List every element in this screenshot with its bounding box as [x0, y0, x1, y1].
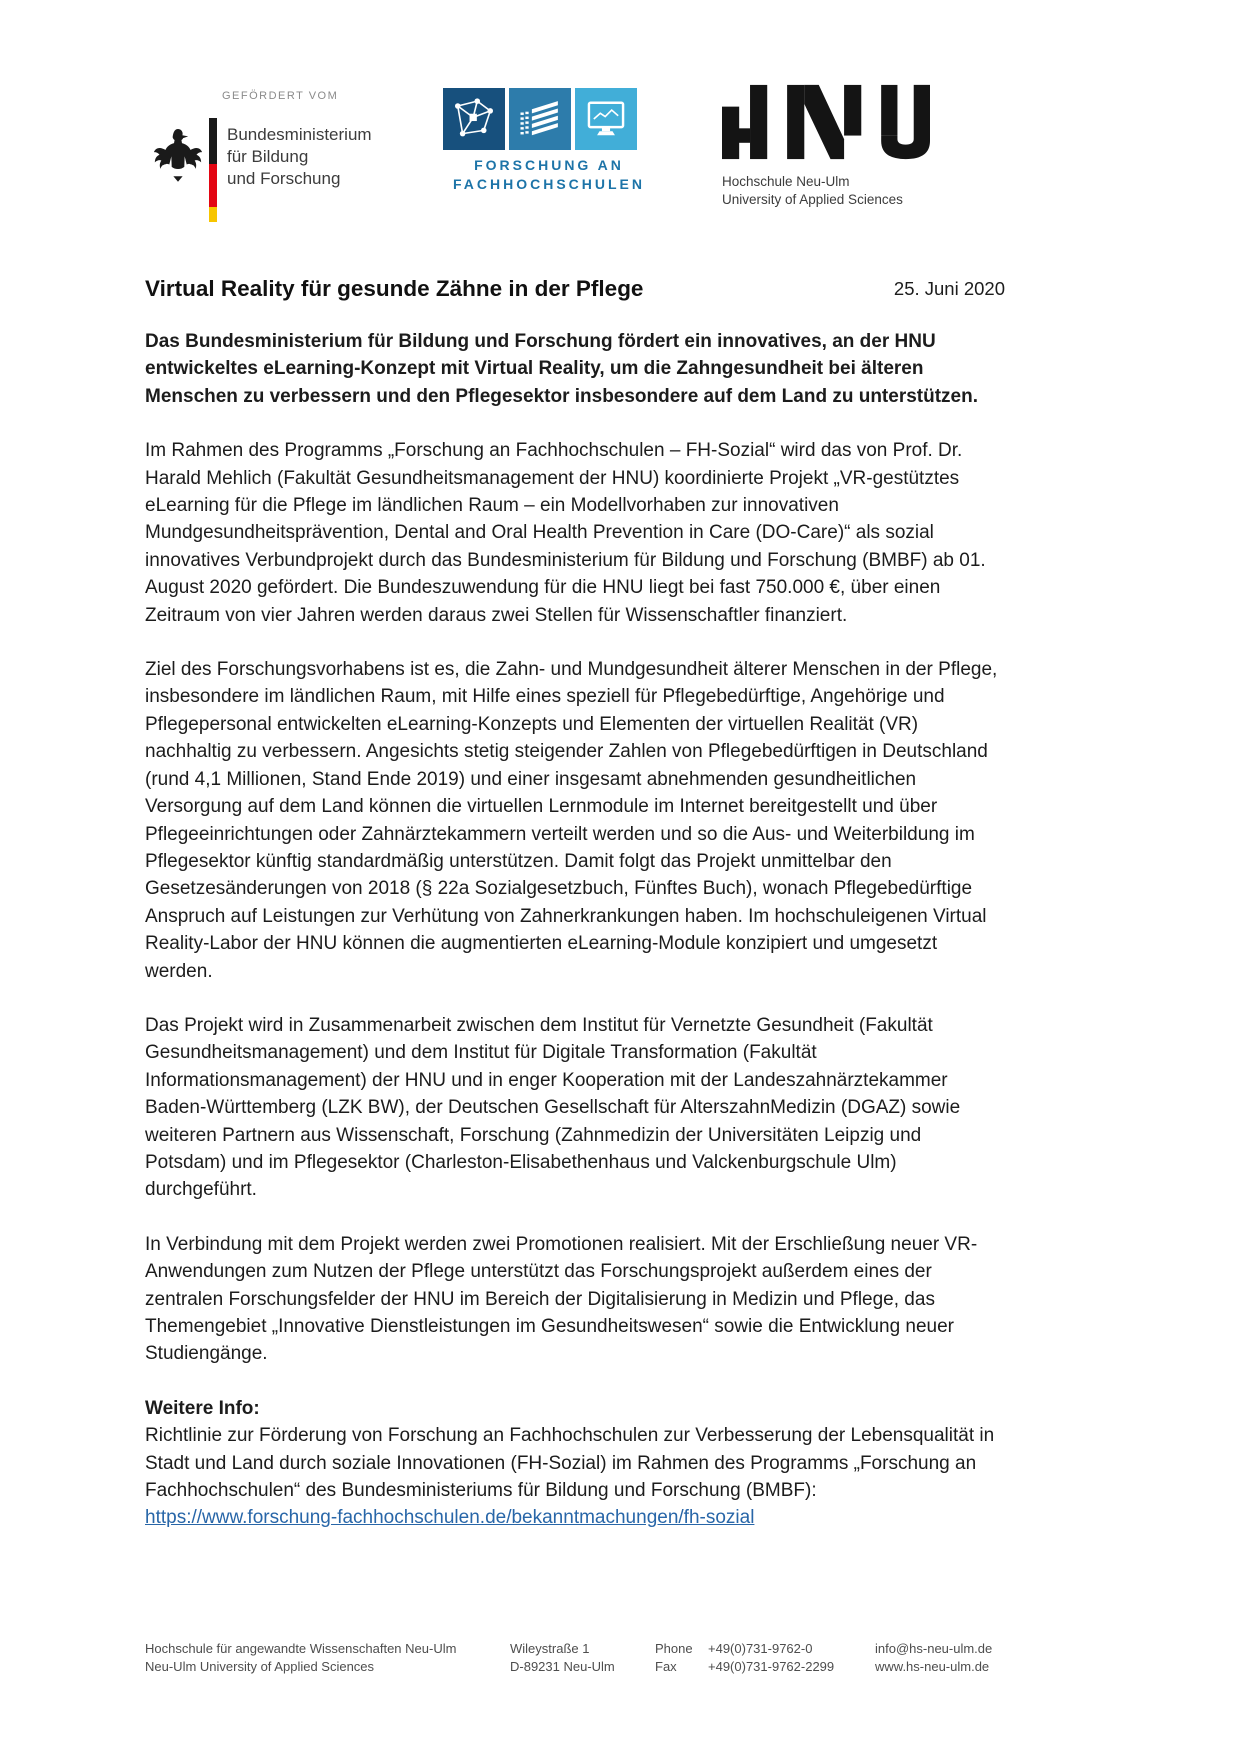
footer-city: D-89231 Neu-Ulm — [510, 1658, 615, 1674]
paragraph-3: Das Projekt wird in Zusammenarbeit zwischen dem Institut für Vernetzte Gesundheit (Fakultät Gesundheitsmanagement) und dem Institut für Digitale Transformation (Fakultät Informationsmanagement) der HNU und in enger Kooperation mit der Landeszahnärztekammer Baden-Württemberg (LZK BW), der Deutschen Gesellschaft für AlterszahnMedizin (DGAZ) sowie weiteren Partnern aus Wissenschaft, Forschung (Zahnmedizin der Universitäten Leipzig und Potsdam) und im Pflegesektor (Charleston-Elisabethenhaus und Valckenburgschule Ulm) durchgeführt. — [145, 1014, 961, 1201]
hnu-letters-icon — [722, 84, 930, 160]
hnu-line-1: Hochschule Neu-Ulm — [722, 174, 850, 189]
page-title: Virtual Reality für gesunde Zähne in der Pflege — [145, 276, 644, 301]
bmbf-logo-text — [227, 124, 372, 190]
paragraph-4: In Verbindung mit dem Projekt werden zwei Promotionen realisiert. Mit der Erschließung neuer VR-Anwendungen zum Nutzen der Pflege unterstützt das Forschungsprojekt außerdem eines der zentralen Forschungsfelder der HNU im Bereich der Digitalisierung in Medizin und Pflege, das Themengebiet „Innovative Dienstleistungen im Gesundheitswesen“ sowie die Entwicklung neuer Studiengänge. — [145, 1233, 978, 1365]
bmbf-line-2: für Bildung — [227, 147, 309, 166]
footer-website: www.hs-neu-ulm.de — [875, 1658, 990, 1674]
footer-street: Wileystraße 1 — [510, 1641, 590, 1656]
fax-label: Fax — [655, 1658, 677, 1674]
footer-organization — [145, 1640, 505, 1675]
bmbf-line-1: Bundesministerium — [227, 125, 372, 144]
logo-squares — [443, 88, 655, 150]
bundesadler-eagle-icon — [153, 124, 203, 184]
more-info-heading: Weitere Info: — [145, 1397, 260, 1419]
funding-note-label: GEFÖRDERT VOM — [222, 90, 339, 102]
footer-address — [510, 1640, 650, 1675]
phone-value: +49(0)731-9762-0 — [708, 1641, 813, 1656]
paragraph-2: Ziel des Forschungsvorhabens ist es, die Zahn- und Mundgesundheit älterer Menschen in der Pflege, insbesondere im ländlichen Raum, mit Hilfe eines speziell für Pflegebedürftige, Angehörige und Pflegepersonal entwickelten eLearning-Konzepts und Elementen der virtuellen Realität (VR) nachhaltig zu verbessern. Angesichts stetig steigender Zahlen von Pflegebedürftigen in Deutschland (rund 4,1 Millionen, Stand Ende 2019) und einer insgesamt abnehmenden gesundheitlichen Versorgung auf dem Land können die virtuellen Lernmodule im Internet bereitgestellt und über Pflegeeinrichtungen oder Zahnärztekammern verteilt werden und so die Aus- und Weiterbildung im Pflegesektor künftig standardmäßig unterstützen. Damit folgt das Projekt unmittelbar den Gesetzesänderungen von 2018 (§ 22a Sozialgesetzbuch, Fünftes Buch), wonach Pflegebedürftige Anspruch auf Leistungen zur Verhütung von Zahnerkrankungen haben. Im hochschuleigenen Virtual Reality-Labor der HNU können die augmentierten eLearning-Module konzipiert und umgesetzt werden. — [145, 659, 998, 982]
hnu-line-2: University of Applied Sciences — [722, 192, 903, 207]
footer-org-line-1: Hochschule für angewandte Wissenschaften Neu-Ulm — [145, 1641, 457, 1656]
network-icon — [443, 88, 505, 150]
phone-label: Phone — [655, 1641, 693, 1656]
more-info-link[interactable]: https://www.forschung-fachhochschulen.de/bekanntmachungen/fh-sozial — [145, 1507, 755, 1529]
footer-org-line-2: Neu-Ulm University of Applied Sciences — [145, 1658, 375, 1674]
fff-line-1: FORSCHUNG AN — [474, 157, 624, 173]
forschung-fachhochschulen-logo — [443, 88, 655, 194]
monitor-icon — [575, 88, 637, 150]
title-row — [145, 276, 1005, 302]
footer-email: info@hs-neu-ulm.de — [875, 1641, 993, 1656]
footer-contact — [875, 1640, 1035, 1675]
german-flag-stripe — [209, 118, 217, 222]
paragraph-1: Im Rahmen des Programms „Forschung an Fachhochschulen – FH-Sozial“ wird das von Prof. Dr. Harald Mehlich (Fakultät Gesundheitsmanagement der HNU) koordinierte Projekt „VR-gestütztes eLearning für die Pflege im ländlichen Raum – ein Modellvorhaben zur innovativen Mundgesundheitsprävention, Dental and Oral Health Prevention in Care (DO-Care)“ als sozial innovatives Verbundprojekt durch das Bundesministerium für Bildung und Forschung (BMBF) ab 01. August 2020 gefördert. Die Bundeszuwendung für die HNU liegt bei fast 750.000 €, über einen Zeitraum von vier Jahren werden daraus zwei Stellen für Wissenschaftler finanziert. — [145, 440, 986, 626]
bmbf-line-3: und Forschung — [227, 169, 341, 188]
article-body — [145, 276, 1005, 1532]
lead-paragraph: Das Bundesministerium für Bildung und Forschung fördert ein innovatives, an der HNU entwickeltes eLearning-Konzept mit Virtual Reality, um die Zahngesundheit bei älteren Menschen zu verbessern und den Pflegesektor insbesondere auf dem Land zu unterstützen. — [145, 331, 979, 407]
fff-line-2: FACHHOCHSCHULEN — [453, 176, 645, 192]
fff-logo-text — [443, 156, 655, 194]
footer-phone-fax — [655, 1640, 865, 1675]
article-date: 25. Juni 2020 — [893, 278, 1005, 299]
bmbf-logo — [153, 116, 393, 226]
building-icon — [509, 88, 571, 150]
more-info-text: Richtlinie zur Förderung von Forschung an Fachhochschulen zur Verbesserung der Lebensqualität in Stadt und Land durch soziale Innovationen (FH-Sozial) im Rahmen des Programms „Forschung an Fachhochschulen“ des Bundesministeriums für Bildung und Forschung (BMBF): — [145, 1425, 995, 1502]
hnu-logo-text — [722, 173, 952, 209]
hnu-logo — [722, 84, 952, 209]
fax-value: +49(0)731-9762-2299 — [708, 1658, 835, 1674]
